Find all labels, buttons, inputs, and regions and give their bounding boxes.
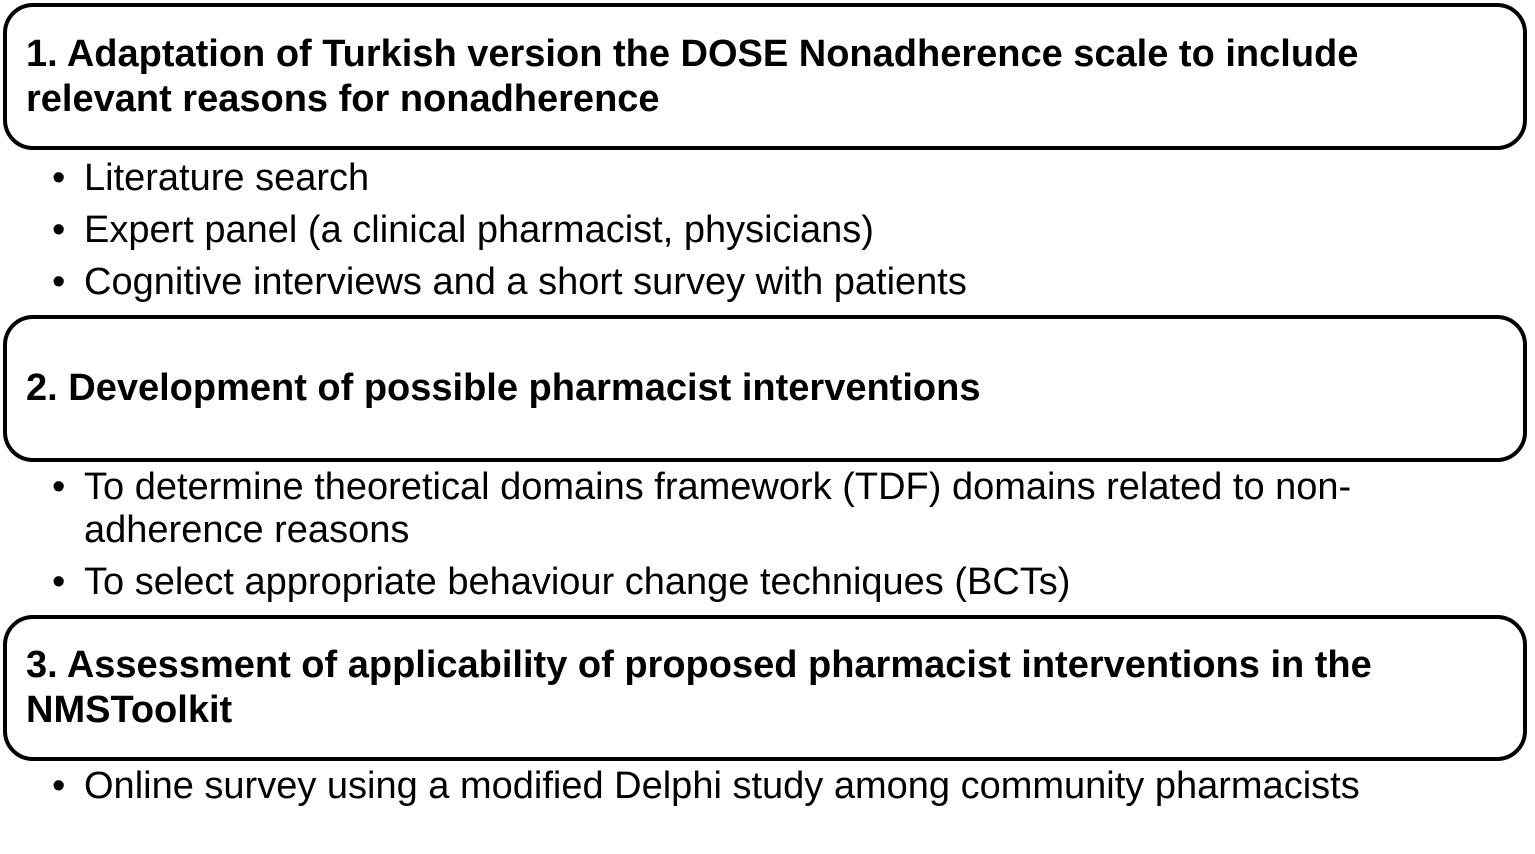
step-3-bullet-list [50,765,1520,817]
list-item [50,466,1520,552]
list-item-text: Literature search [84,157,370,199]
bullet-icon: • [52,561,66,603]
list-item-text: Online survey using a modified Delphi study among community pharmacists [84,765,1360,807]
bullet-icon: • [52,466,66,508]
list-item-text: To determine theoretical domains framework (TDF) domains related to non-adherence reasons [84,466,1352,551]
list-item [50,209,1520,252]
step-1-bullet-list [50,157,1520,313]
list-item [50,261,1520,304]
bullet-icon: • [52,157,66,199]
list-item [50,157,1520,200]
bullet-icon: • [52,765,66,807]
step-3-title: 3. Assessment of applicability of proposed pharmacist interventions in the NMSToolkit [26,644,1372,731]
list-item-text: Cognitive interviews and a short survey with patients [84,261,967,303]
list-item [50,561,1520,604]
list-item [50,765,1520,808]
list-item-text: To select appropriate behaviour change techniques (BCTs) [84,561,1071,603]
step-2-box [3,315,1527,462]
step-1-title: 1. Adaptation of Turkish version the DOSE Nonadherence scale to include relevant reasons for nonadherence [26,32,1359,120]
step-2-title: 2. Development of possible pharmacist interventions [26,367,981,409]
list-item-text: Expert panel (a clinical pharmacist, physicians) [84,209,874,251]
bullet-icon: • [52,261,66,303]
step-3-box [3,615,1527,761]
step-1-box [3,3,1527,150]
bullet-icon: • [52,209,66,251]
step-2-bullet-list [50,466,1520,613]
